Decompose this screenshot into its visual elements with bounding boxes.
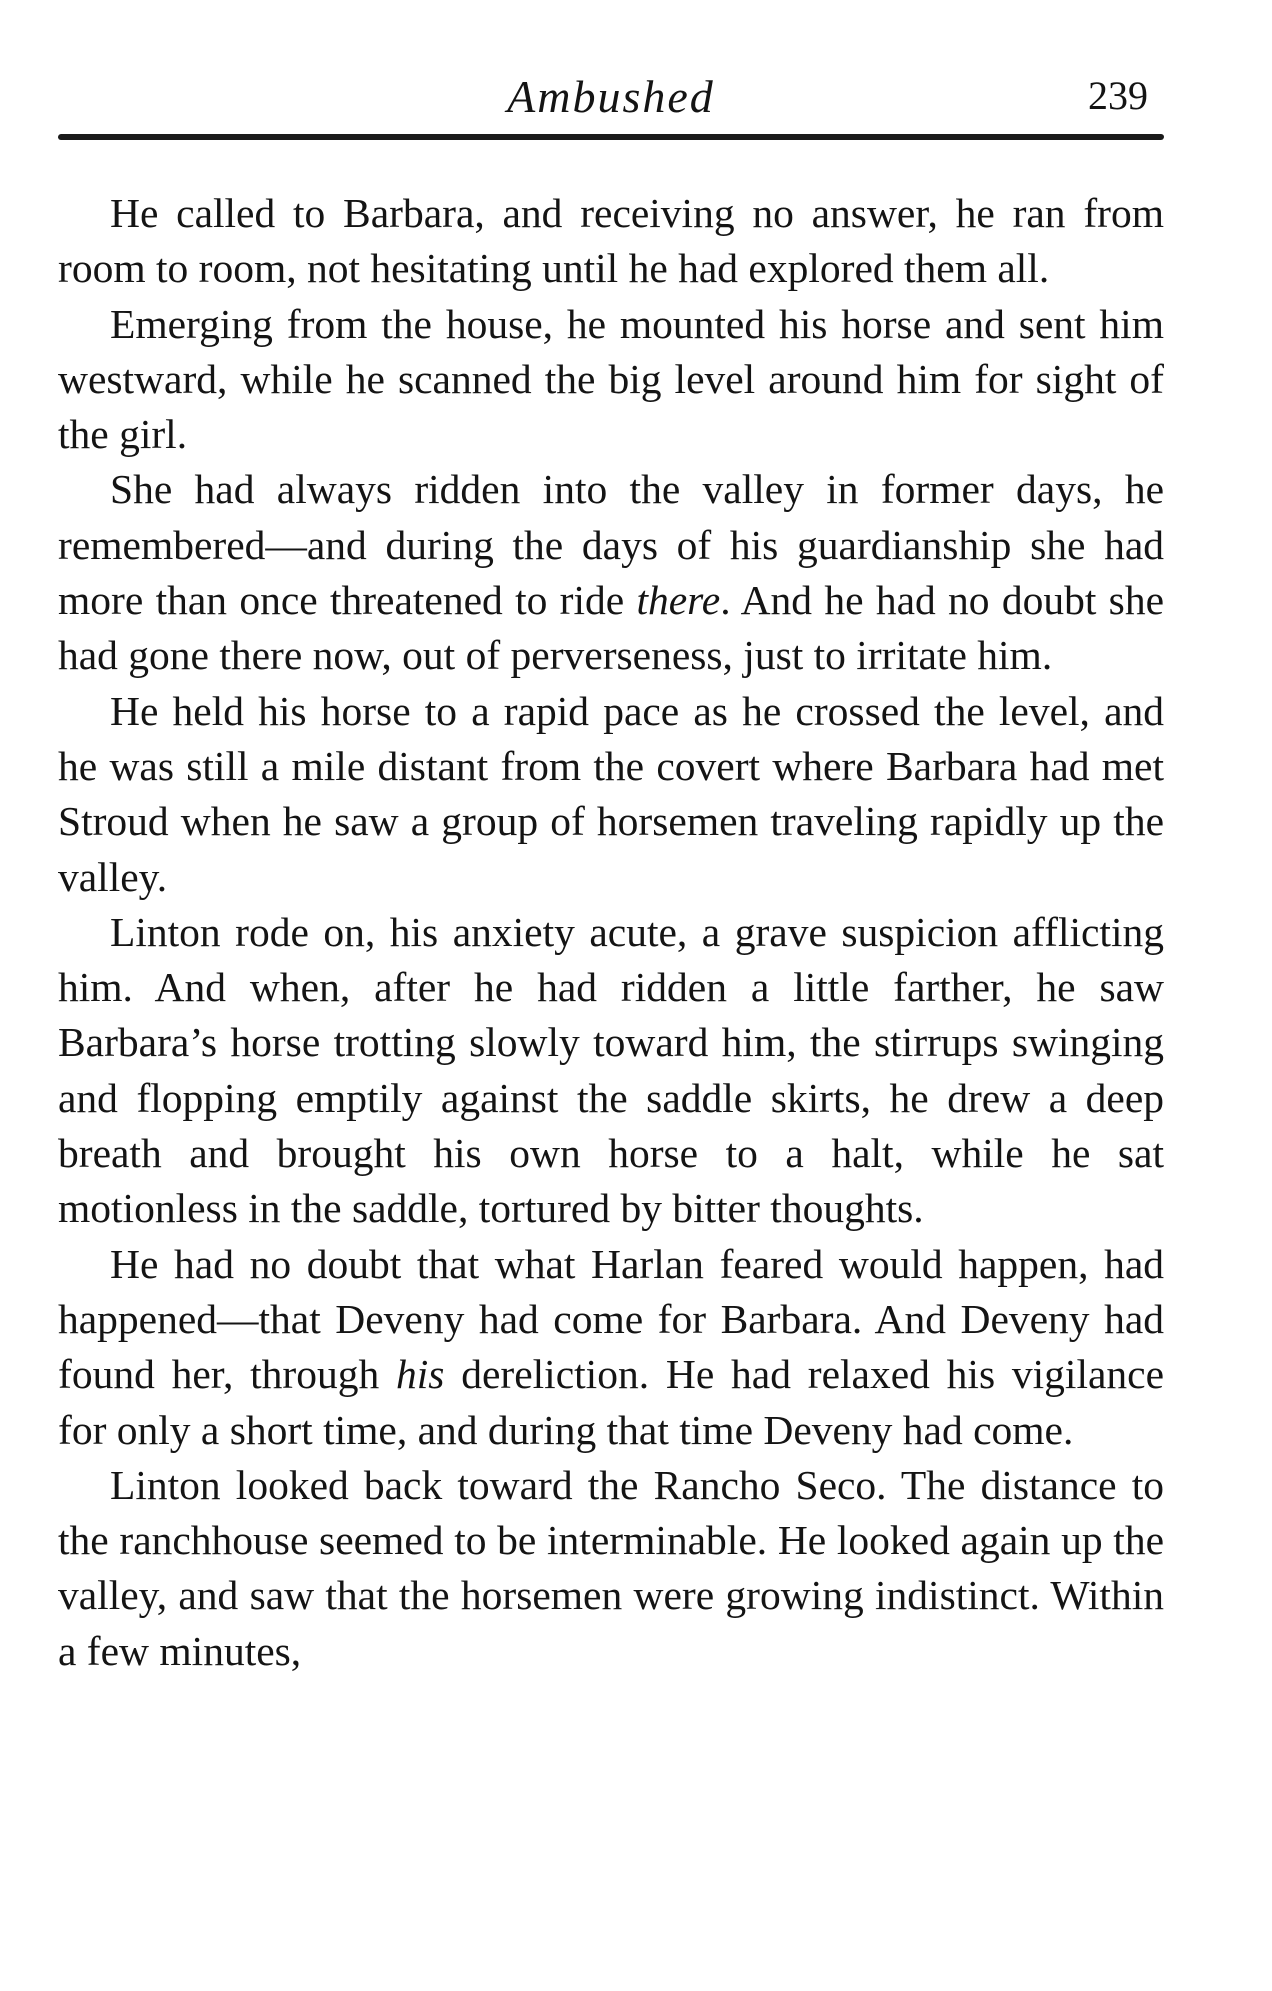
paragraph-text: She had always ridden into the valley in former days, he remembered—and during the days of his guardianship she had more than once threatened to ride: [58, 466, 1164, 624]
emphasis-text: his: [396, 1351, 445, 1398]
emphasis-text: there: [636, 577, 721, 624]
paragraph: [58, 1237, 1164, 1458]
paragraph: He held his horse to a rapid pace as he crossed the level, and he was still a mile distant from the covert where Barbara had met Stroud when he saw a group of horsemen traveling rapidly up the valley.: [58, 687, 1164, 900]
paragraph: Linton looked back toward the Rancho Seco. The distance to the ranchhouse seemed to be interminable. He looked again up the valley, and saw that the horsemen were growing indistinct. Within a few minutes,: [58, 1461, 1164, 1674]
page-number: 239: [1088, 73, 1148, 118]
paragraph: Linton rode on, his anxiety acute, a grave suspicion afflicting him. And when, after he had ridden a little farther, he saw Barbara’s horse trotting slowly toward him, the stirrups swinging and flopping emptily against the saddle skirts, he drew a deep breath and brought his own horse to a halt, while he sat motionless in the saddle, tortured by bitter thoughts.: [58, 908, 1164, 1232]
paragraph: [58, 462, 1164, 683]
paragraph: Emerging from the house, he mounted his horse and sent him westward, while he scanned the big level around him for sight of the girl.: [58, 300, 1164, 458]
book-page: [58, 60, 1164, 1960]
paragraph-text: . And he had no doubt she had gone there now, out of perverseness, just to irritate him.: [58, 577, 1164, 679]
chapter-title: Ambushed: [507, 71, 715, 122]
paragraph-text: He had no doubt that what Harlan feared would happen, had happened—that Deveny had come for Barbara. And Deveny had found her, through: [58, 1240, 1164, 1398]
running-head: [58, 60, 1164, 132]
paragraph-text: dereliction. He had relaxed his vigilance for only a short time, and during that time Deveny had come.: [58, 1351, 1164, 1453]
header-rule: [58, 134, 1164, 140]
body-text: [58, 186, 1164, 1679]
paragraph: He called to Barbara, and receiving no answer, he ran from room to room, not hesitating until he had explored them all.: [58, 190, 1164, 292]
